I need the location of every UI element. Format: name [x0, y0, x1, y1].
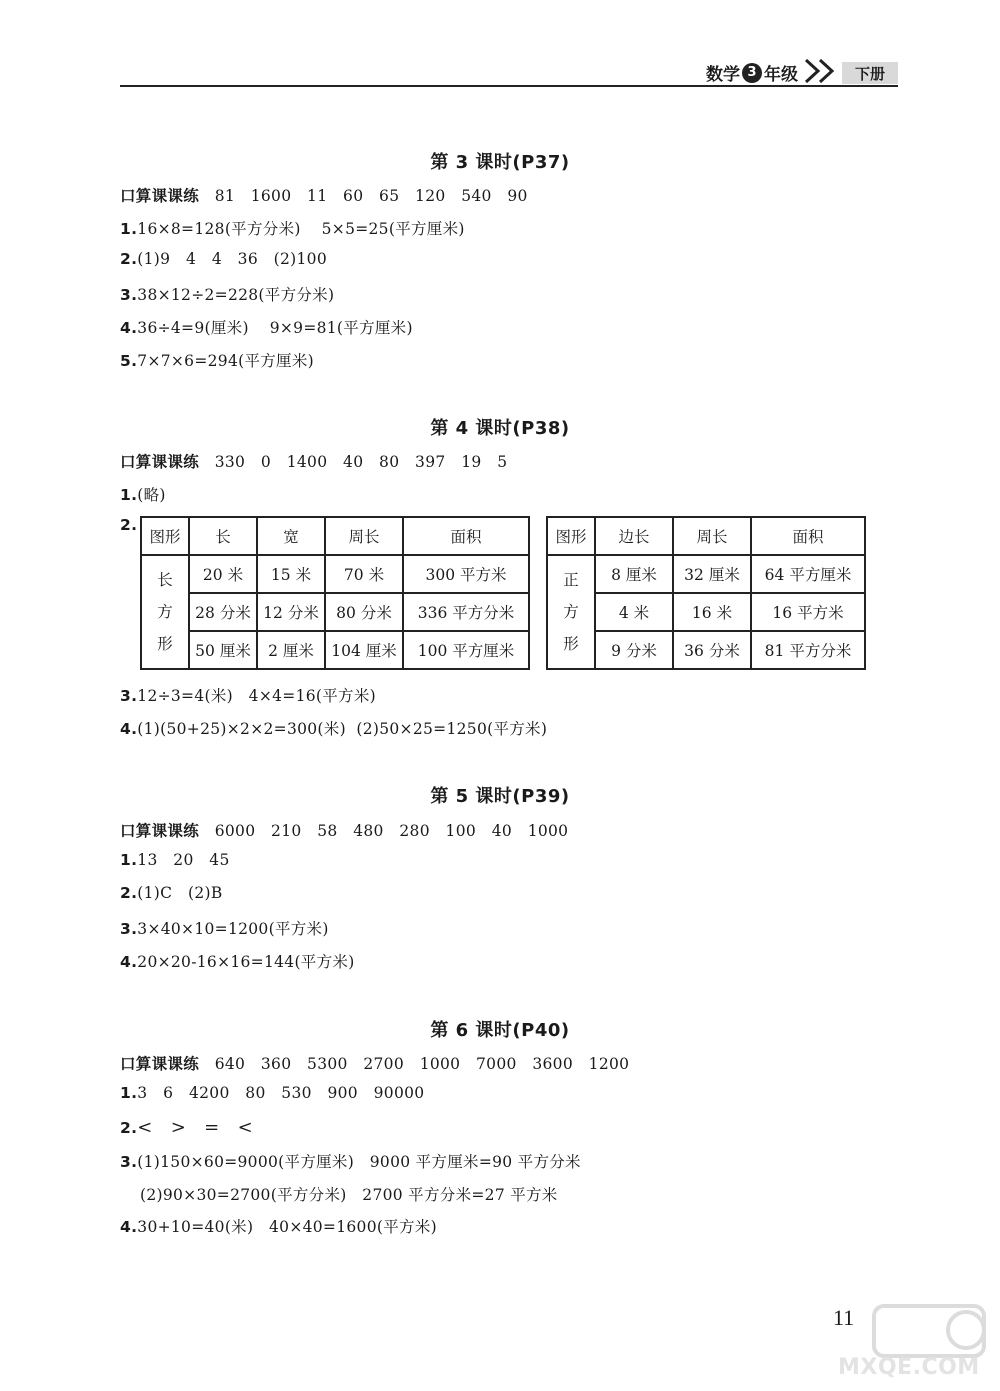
- answer-line: [120, 1150, 581, 1172]
- grade-number-badge: 3: [742, 63, 762, 83]
- table-cell: 80 分米: [325, 593, 403, 631]
- item-number: 1.: [120, 1084, 138, 1102]
- answer-text: (2)90×30=2700(平方分米) 2700 平方分米=27 平方米: [140, 1186, 558, 1204]
- table-header-cell: 图形: [547, 517, 595, 555]
- square-table: [546, 516, 866, 670]
- table-row: [141, 631, 529, 669]
- item-number: 2.: [120, 884, 138, 902]
- table-cell: 336 平方分米: [403, 593, 529, 631]
- oral-practice-values: 640 360 5300 2700 1000 7000 3600 1200: [214, 1055, 630, 1073]
- answer-text: 3×40×10=1200(平方米): [137, 920, 329, 938]
- table-cell: 20 米: [189, 555, 257, 593]
- answer-line: [120, 283, 334, 305]
- table-header-cell: 边长: [595, 517, 673, 555]
- answer-line: [120, 950, 355, 972]
- table-cell: 104 厘米: [325, 631, 403, 669]
- table-cell: 16 米: [673, 593, 751, 631]
- table-cell: 32 厘米: [673, 555, 751, 593]
- answer-line: [120, 884, 223, 902]
- shape-label-cell: [547, 555, 595, 669]
- answer-text: (1)9 4 4 36 (2)100: [137, 250, 328, 268]
- rectangle-table: [140, 516, 530, 670]
- oral-practice-label: 口算课课练: [120, 187, 200, 205]
- answer-text: (1)150×60=9000(平方厘米) 9000 平方厘米=90 平方分米: [137, 1153, 581, 1171]
- item-number: 5.: [120, 352, 138, 370]
- answer-line: [120, 483, 166, 505]
- answer-line: [120, 1117, 253, 1138]
- table-header-cell: 面积: [403, 517, 529, 555]
- header-divider: [120, 85, 898, 87]
- double-chevron-right-icon: [802, 56, 842, 86]
- page-header: [120, 58, 898, 88]
- table-cell: 36 分米: [673, 631, 751, 669]
- answer-line: [120, 250, 327, 268]
- answer-line: [120, 917, 329, 939]
- grade-label: 年级: [764, 65, 798, 85]
- header-subject: [706, 60, 798, 85]
- shape-label-char: 形: [157, 635, 173, 653]
- answer-text: 7×7×6=294(平方厘米): [137, 352, 315, 370]
- answer-text: 20×20-16×16=144(平方米): [137, 953, 355, 971]
- shape-label-char: 形: [563, 635, 579, 653]
- oral-practice-values: 330 0 1400 40 80 397 19 5: [214, 453, 508, 471]
- table-cell: 50 厘米: [189, 631, 257, 669]
- item-number: 3.: [120, 1153, 138, 1171]
- table-cell: 100 平方厘米: [403, 631, 529, 669]
- oral-practice-values: 81 1600 11 60 65 120 540 90: [214, 187, 528, 205]
- section-title-3: 第 3 课时(P37): [430, 152, 570, 173]
- answer-text: (略): [137, 486, 166, 504]
- table-cell: 2 厘米: [257, 631, 325, 669]
- table-cell: 300 平方米: [403, 555, 529, 593]
- table-cell: 16 平方米: [751, 593, 865, 631]
- answer-text: 16×8=128(平方分米) 5×5=25(平方厘米): [137, 220, 465, 238]
- item-number: 1.: [120, 220, 138, 238]
- answer-text: 13 20 45: [137, 851, 230, 869]
- answer-line: [120, 851, 230, 869]
- table-cell: 8 厘米: [595, 555, 673, 593]
- oral-practice-line: [120, 1052, 629, 1074]
- page-number: 11: [833, 1305, 855, 1330]
- section-title-6: 第 6 课时(P40): [430, 1020, 570, 1041]
- table-cell: 28 分米: [189, 593, 257, 631]
- item-number: 4.: [120, 1218, 138, 1236]
- table-header-cell: 周长: [673, 517, 751, 555]
- oral-practice-label: 口算课课练: [120, 453, 200, 471]
- section-title-4: 第 4 课时(P38): [430, 418, 570, 439]
- item-number: 2.: [120, 250, 138, 268]
- table-cell: 81 平方分米: [751, 631, 865, 669]
- shape-label-cell: [141, 555, 189, 669]
- item-number: 1.: [120, 486, 138, 504]
- answer-line: [120, 516, 137, 534]
- answer-line: [140, 1183, 558, 1205]
- item-number: 3.: [120, 920, 138, 938]
- answer-line: [120, 1084, 424, 1102]
- item-number: 4.: [120, 720, 138, 738]
- table-row: [547, 555, 865, 593]
- shape-label-char: 正: [563, 571, 579, 589]
- subject-label: 数学: [706, 65, 740, 85]
- shape-label-char: 长: [157, 571, 173, 589]
- table-row: [141, 555, 529, 593]
- table-row: [141, 593, 529, 631]
- table-cell: 4 米: [595, 593, 673, 631]
- answer-text: 3 6 4200 80 530 900 90000: [137, 1084, 425, 1102]
- shape-label-char: 方: [563, 603, 579, 621]
- answer-text: (1)(50+25)×2×2=300(米) (2)50×25=1250(平方米): [137, 720, 548, 738]
- item-number: 4.: [120, 319, 138, 337]
- oral-practice-label: 口算课课练: [120, 822, 200, 840]
- table-cell: 64 平方厘米: [751, 555, 865, 593]
- answer-line: [120, 217, 465, 239]
- oral-practice-values: 6000 210 58 480 280 100 40 1000: [214, 822, 569, 840]
- item-number: 2.: [120, 516, 138, 534]
- answer-text: (1)C (2)B: [137, 884, 223, 902]
- item-number: 3.: [120, 687, 138, 705]
- table-row: [547, 631, 865, 669]
- table-header-cell: 长: [189, 517, 257, 555]
- item-number: 4.: [120, 953, 138, 971]
- table-cell: 12 分米: [257, 593, 325, 631]
- table-cell: 70 米: [325, 555, 403, 593]
- item-number: 3.: [120, 286, 138, 304]
- table-cell: 15 米: [257, 555, 325, 593]
- answer-text: 30+10=40(米) 40×40=1600(平方米): [137, 1218, 437, 1236]
- oral-practice-line: [120, 819, 568, 841]
- shape-label-char: 方: [157, 603, 173, 621]
- item-number: 1.: [120, 851, 138, 869]
- table-header-cell: 周长: [325, 517, 403, 555]
- oral-practice-line: [120, 450, 507, 472]
- volume-label: 下册: [842, 62, 898, 84]
- answer-text: 36÷4=9(厘米) 9×9=81(平方厘米): [137, 319, 413, 337]
- table-header-cell: 宽: [257, 517, 325, 555]
- table-header-cell: 图形: [141, 517, 189, 555]
- oral-practice-label: 口算课课练: [120, 1055, 200, 1073]
- table-cell: 9 分米: [595, 631, 673, 669]
- answer-text: < > = <: [137, 1117, 254, 1138]
- answer-text: 12÷3=4(米) 4×4=16(平方米): [137, 687, 376, 705]
- watermark-url: MXQE.COM: [838, 1355, 980, 1380]
- oral-practice-line: [120, 184, 528, 206]
- table-row: [547, 593, 865, 631]
- answer-line: [120, 717, 547, 739]
- answer-line: [120, 684, 376, 706]
- table-header-cell: 面积: [751, 517, 865, 555]
- answer-line: [120, 349, 314, 371]
- section-title-5: 第 5 课时(P39): [430, 786, 570, 807]
- answer-line: [120, 316, 413, 338]
- item-number: 2.: [120, 1119, 138, 1137]
- answer-text: 38×12÷2=228(平方分米): [137, 286, 335, 304]
- answer-line: [120, 1215, 437, 1237]
